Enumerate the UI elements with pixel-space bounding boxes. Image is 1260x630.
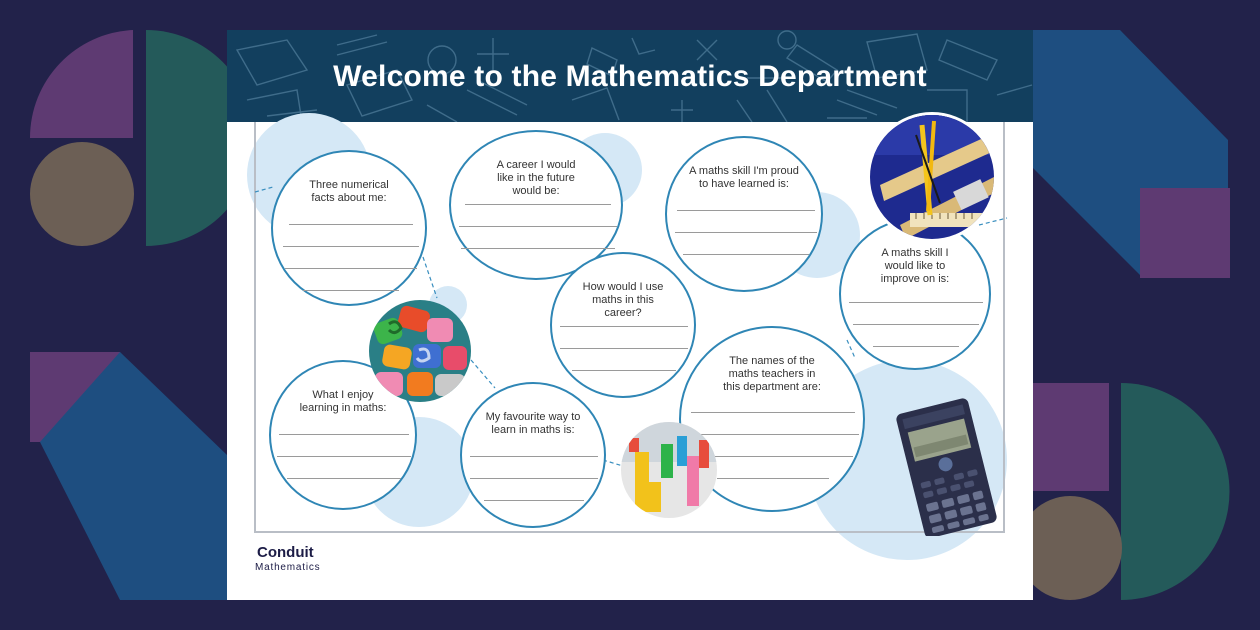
answer-line[interactable] xyxy=(675,232,817,233)
bubble-prompt: A maths skill I would like to improve on is: xyxy=(880,247,950,285)
scientific-calculator-photo xyxy=(887,396,1007,536)
logo-name: Conduit xyxy=(257,544,314,561)
answer-line[interactable] xyxy=(459,226,617,227)
answer-line[interactable] xyxy=(717,478,829,479)
answer-line[interactable] xyxy=(677,210,815,211)
answer-line[interactable] xyxy=(283,246,419,247)
answer-line[interactable] xyxy=(849,302,983,303)
bubble-favourite-way xyxy=(460,382,606,528)
bubble-prompt: How would I use maths in this career? xyxy=(582,281,664,319)
logo-subtitle: Mathematics xyxy=(255,562,321,573)
bubble-maths-in-career xyxy=(550,252,696,398)
answer-line[interactable] xyxy=(289,224,413,225)
answer-line[interactable] xyxy=(853,324,979,325)
answer-line[interactable] xyxy=(873,346,959,347)
bubble-prompt: My favourite way to learn in maths is: xyxy=(485,411,581,436)
answer-line[interactable] xyxy=(470,456,598,457)
answer-line[interactable] xyxy=(465,204,611,205)
bubble-prompt: Three numerical facts about me: xyxy=(309,179,389,204)
answer-line[interactable] xyxy=(683,254,809,255)
answer-line[interactable] xyxy=(560,326,688,327)
answer-line[interactable] xyxy=(285,268,417,269)
answer-line[interactable] xyxy=(691,412,855,413)
number-magnets-photo xyxy=(369,300,471,402)
answer-line[interactable] xyxy=(572,370,676,371)
bubble-proud-skill xyxy=(665,136,823,292)
answer-line[interactable] xyxy=(693,456,853,457)
bubble-prompt: A maths skill I'm proud to have learned is: xyxy=(689,165,799,190)
bubble-numerical-facts xyxy=(271,150,427,306)
answer-line[interactable] xyxy=(287,478,401,479)
answer-line[interactable] xyxy=(470,478,598,479)
bubble-skill-to-improve xyxy=(839,218,991,370)
page-title: Welcome to the Mathematics Department xyxy=(333,60,927,93)
answer-line[interactable] xyxy=(279,434,409,435)
answer-line[interactable] xyxy=(484,500,584,501)
bubble-prompt: What I enjoy learning in maths: xyxy=(299,389,387,414)
counting-cubes-photo xyxy=(621,422,717,518)
pencils-ruler-photo xyxy=(867,112,997,242)
worksheet-page xyxy=(227,30,1033,600)
bubble-prompt: The names of the maths teachers in this department are: xyxy=(723,355,821,393)
answer-line[interactable] xyxy=(277,456,411,457)
bubble-prompt: A career I would like in the future would be: xyxy=(496,159,576,197)
answer-line[interactable] xyxy=(687,434,859,435)
answer-line[interactable] xyxy=(303,290,399,291)
answer-line[interactable] xyxy=(560,348,688,349)
answer-line[interactable] xyxy=(461,248,615,249)
